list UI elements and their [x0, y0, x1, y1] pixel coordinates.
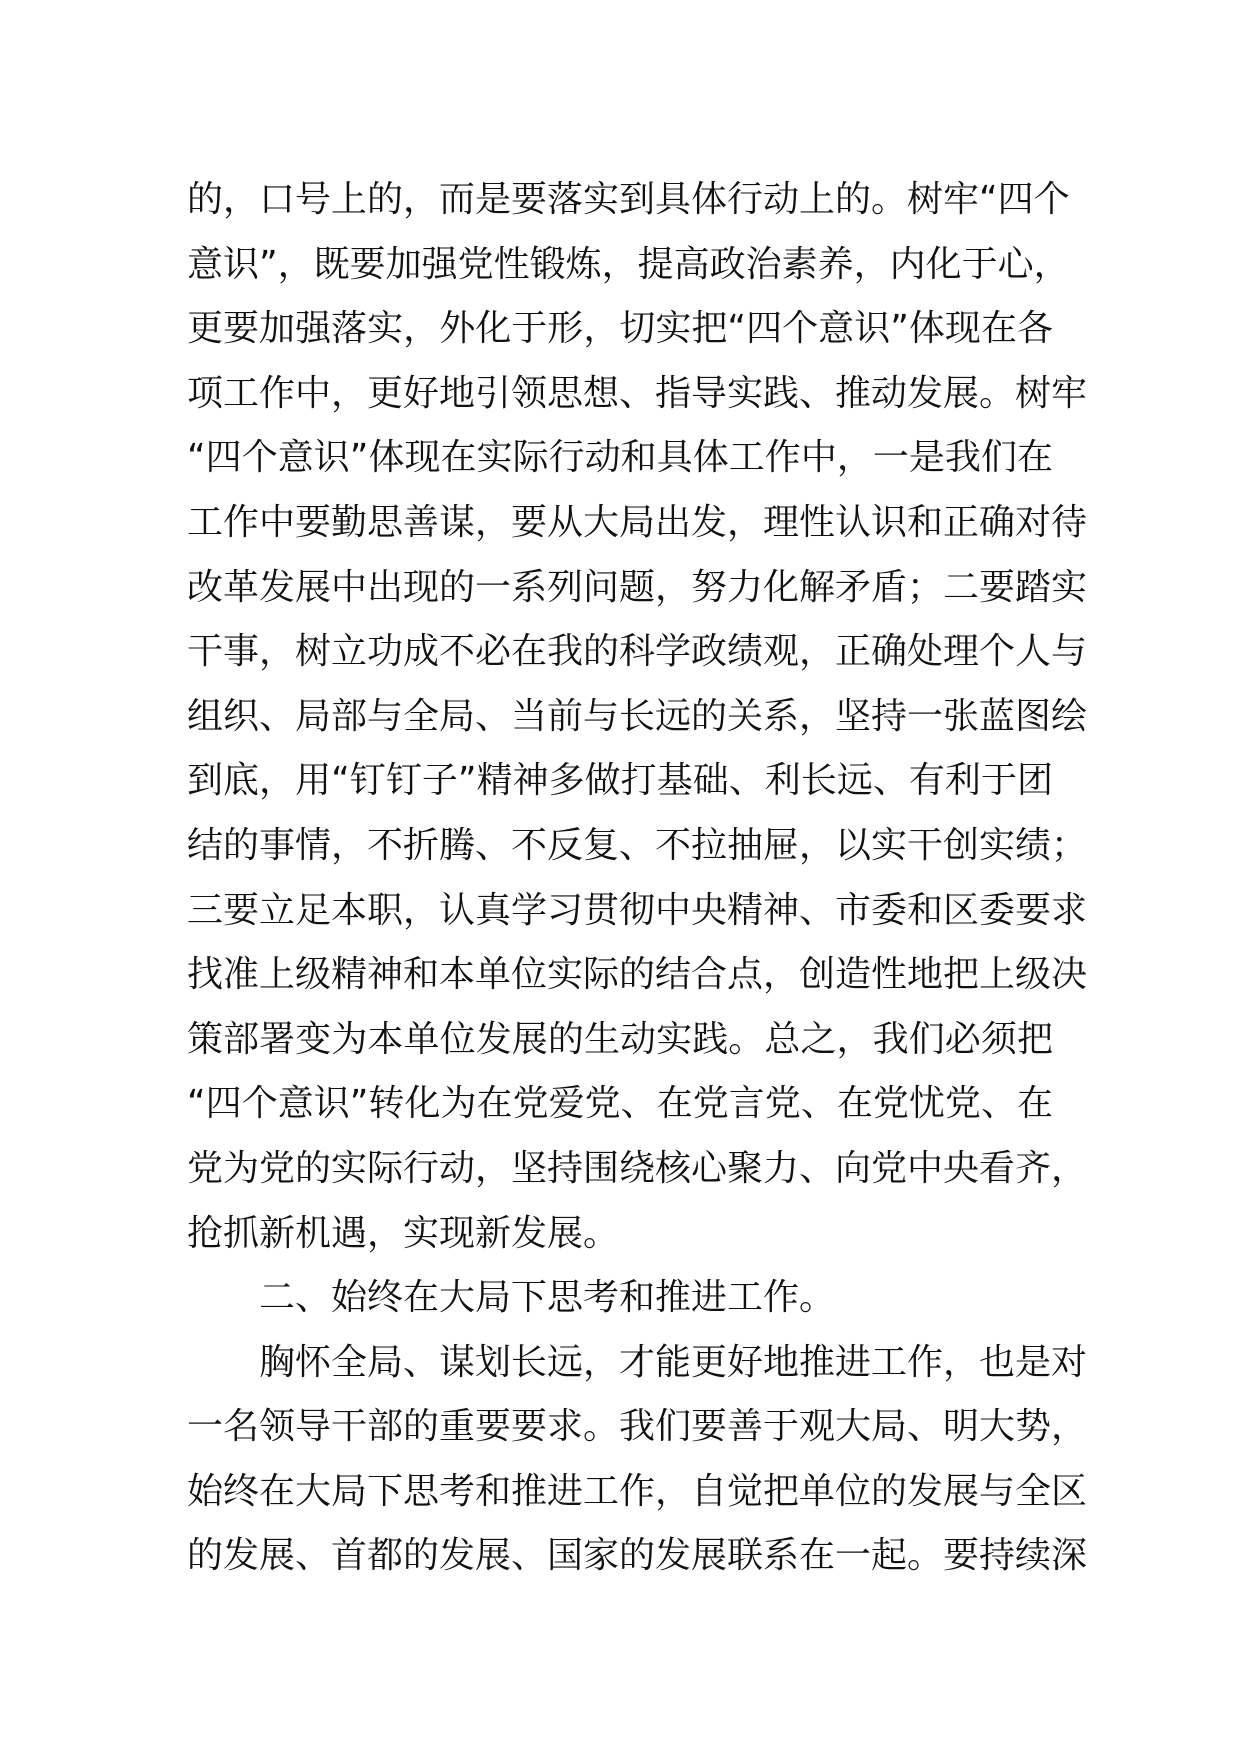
text-line: 干事，树立功成不必在我的科学政绩观，正确处理个人与: [187, 631, 1088, 673]
text-line: 抢抓新机遇，实现新发展。: [187, 1212, 620, 1254]
text-line: 意识”，既要加强党性锻炼，提高政治素养，内化于心，: [187, 243, 1070, 285]
paragraph-1: [187, 168, 1088, 1266]
text-line: 工作中要勤思善谋，要从大局出发，理性认识和正确对待: [187, 501, 1088, 543]
text-line: 到底，用“钉钉子”精神多做打基础、利长远、有利于团: [187, 760, 1053, 802]
text-line: “四个意识”体现在实际行动和具体工作中，一是我们在: [187, 437, 1053, 479]
paragraph-2: [187, 1331, 1088, 1589]
text-line: 一名领导干部的重要要求。我们要善于观大局、明大势，: [187, 1406, 1088, 1448]
text-line: 找准上级精神和本单位实际的结合点，创造性地把上级决: [187, 954, 1088, 996]
text-line: 组织、局部与全局、当前与长远的关系，坚持一张蓝图绘: [187, 695, 1088, 737]
text-line: 三要立足本职，认真学习贯彻中央精神、市委和区委要求: [187, 889, 1088, 931]
text-line: 结的事情，不折腾、不反复、不拉抽屉，以实干创实绩；: [187, 824, 1088, 866]
text-line: “四个意识”转化为在党爱党、在党言党、在党忧党、在: [187, 1083, 1053, 1125]
text-line: 的发展、首都的发展、国家的发展联系在一起。要持续深: [187, 1535, 1088, 1577]
text-line: 党为党的实际行动，坚持围绕核心聚力、向党中央看齐，: [187, 1147, 1088, 1189]
text-line: 胸怀全局、谋划长远，才能更好地推进工作，也是对: [259, 1341, 1088, 1383]
text-line: 策部署变为本单位发展的生动实践。总之，我们必须把: [187, 1018, 1053, 1060]
text-line: 的，口号上的，而是要落实到具体行动上的。树牢“四个: [187, 179, 1070, 220]
text-line: 改革发展中出现的一系列问题，努力化解矛盾；二要踏实: [187, 566, 1088, 608]
text-line: 更要加强落实，外化于形，切实把“四个意识”体现在各: [187, 308, 1053, 350]
text-line: 始终在大局下思考和推进工作，自觉把单位的发展与全区: [187, 1470, 1088, 1512]
section-heading: 二、始终在大局下思考和推进工作。: [259, 1277, 836, 1319]
body-text: [187, 168, 1088, 1589]
text-line: 项工作中，更好地引领思想、指导实践、推动发展。树牢: [187, 372, 1088, 414]
